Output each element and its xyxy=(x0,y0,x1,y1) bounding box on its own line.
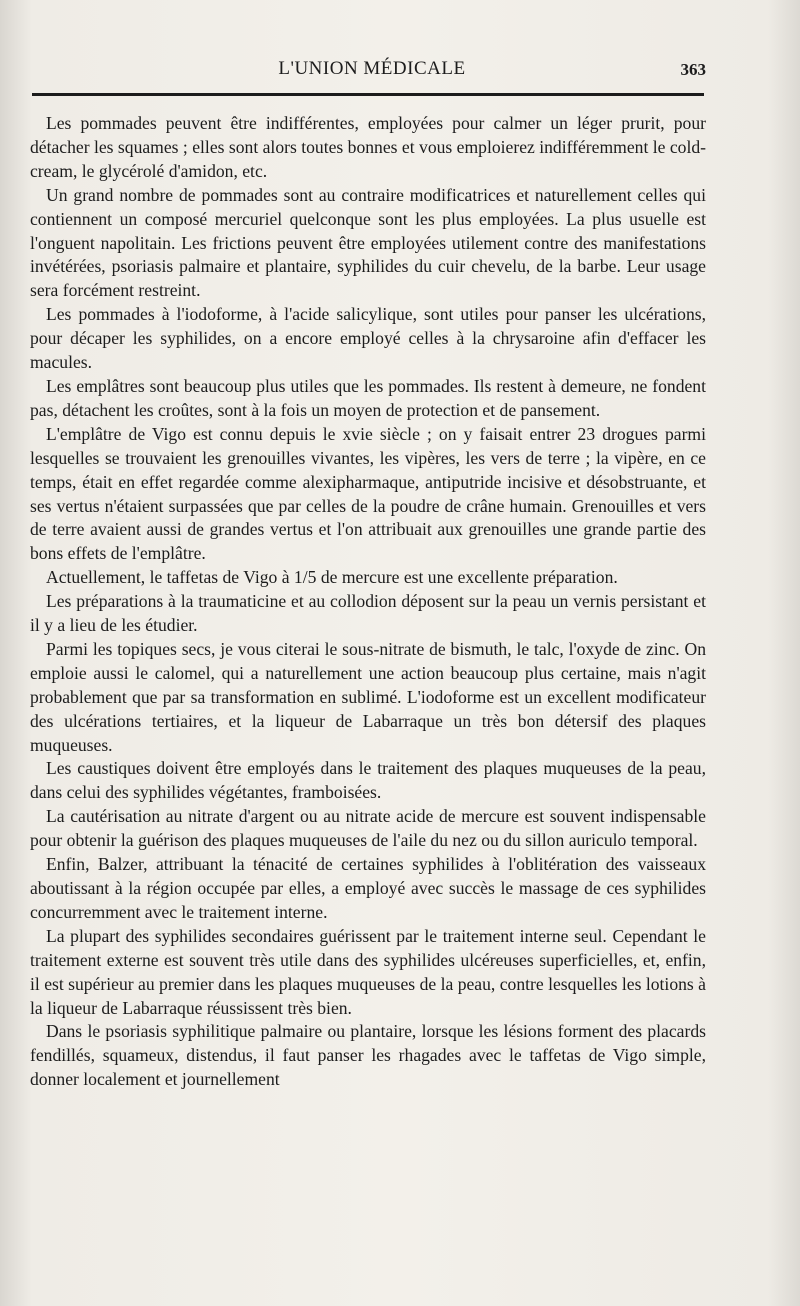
paragraph: Enfin, Balzer, attribuant la ténacité de certaines syphilides à l'oblitération des vaisseaux aboutissant à la région occupée par elles, a employé avec succès le massage de ces syphilides concurremment avec le traitement interne. xyxy=(30,854,706,922)
paragraph: L'emplâtre de Vigo est connu depuis le xvie siècle ; on y faisait entrer 23 drogues parmi lesquelles se trouvaient les grenouilles vivantes, les vipères, les vers de terre ; la vipère, en ce temps, était en effet regardée comme alexipharmaque, antiputride incisive et désobstruante, et ses vertus n'étaient surpassées que par celles de la poudre de crâne humain. Grenouilles et vers de terre avaient aussi de grandes vertus et l'on attribuait aux grenouilles une grande partie des bons effets de l'emplâtre. xyxy=(30,423,706,564)
paragraph: Les caustiques doivent être employés dans le traitement des plaques muqueuses de la peau, dans celui des syphilides végétantes, framboisées. xyxy=(30,758,706,803)
paragraph: Les pommades à l'iodoforme, à l'acide salicylique, sont utiles pour panser les ulcérations, pour décaper les syphilides, on a encore employé celles à la chrysaroine afin d'effacer les macules. xyxy=(30,304,706,373)
page-header xyxy=(32,58,712,84)
paragraph: Parmi les topiques secs, je vous citerai le sous-nitrate de bismuth, le talc, l'oxyde de zinc. On emploie aussi le calomel, qui a naturellement une action beaucoup plus certaine, mais n'agit probablement que par sa transformation en sublimé. L'iodoforme est un excellent modificateur des ulcérations tertiaires, et la liqueur de Labarraque un très bon détersif des plaques muqueuses. xyxy=(30,638,706,755)
paragraph: Dans le psoriasis syphilitique palmaire ou plantaire, lorsque les lésions forment des placards fendillés, squameux, distendus, il faut panser les rhagades avec le taffetas de Vigo simple, donner localement et journellement xyxy=(30,1021,706,1090)
paragraph: Les pommades peuvent être indifférentes, employées pour calmer un léger prurit, pour détacher les squames ; elles sont alors toutes bonnes et vous emploierez indifféremment le cold-cream, le glycérolé d'amidon, etc. xyxy=(30,113,706,181)
page-number: 363 xyxy=(680,60,706,79)
paragraph: La plupart des syphilides secondaires guérissent par le traitement interne seul. Cependant le traitement externe est souvent très utile dans des syphilides ulcéreuses superficielles, et, enfin, il est supérieur au premier dans les plaques muqueuses de la peau, contre lesquelles les lotions à la liqueur de Labarraque réussissent très bien. xyxy=(30,925,706,1018)
header-rule xyxy=(32,93,704,96)
paragraph: Les préparations à la traumaticine et au collodion déposent sur la peau un vernis persistant et il y a lieu de les étudier. xyxy=(30,591,706,636)
paragraph: Les emplâtres sont beaucoup plus utiles que les pommades. Ils restent à demeure, ne fondent pas, détachent les croûtes, sont à la fois un moyen de protection et de pansement. xyxy=(30,375,706,420)
article-body xyxy=(30,112,706,1092)
paragraph: Actuellement, le taffetas de Vigo à 1/5 de mercure est une excellente préparation. xyxy=(46,567,618,588)
journal-title: L'UNION MÉDICALE xyxy=(278,58,466,79)
paragraph: La cautérisation au nitrate d'argent ou au nitrate acide de mercure est souvent indispensable pour obtenir la guérison des plaques muqueuses de l'aile du nez ou du sillon auriculo temporal. xyxy=(30,806,706,851)
paragraph: Un grand nombre de pommades sont au contraire modificatrices et naturellement celles qui contiennent un composé mercuriel quelconque sont les plus employées. La plus usuelle est l'onguent napolitain. Les frictions peuvent être employées utilement contre des manifestations invétérées, psoriasis palmaire et plantaire, syphilides du cuir chevelu, de la barbe. Leur usage sera forcément restreint. xyxy=(30,184,706,301)
